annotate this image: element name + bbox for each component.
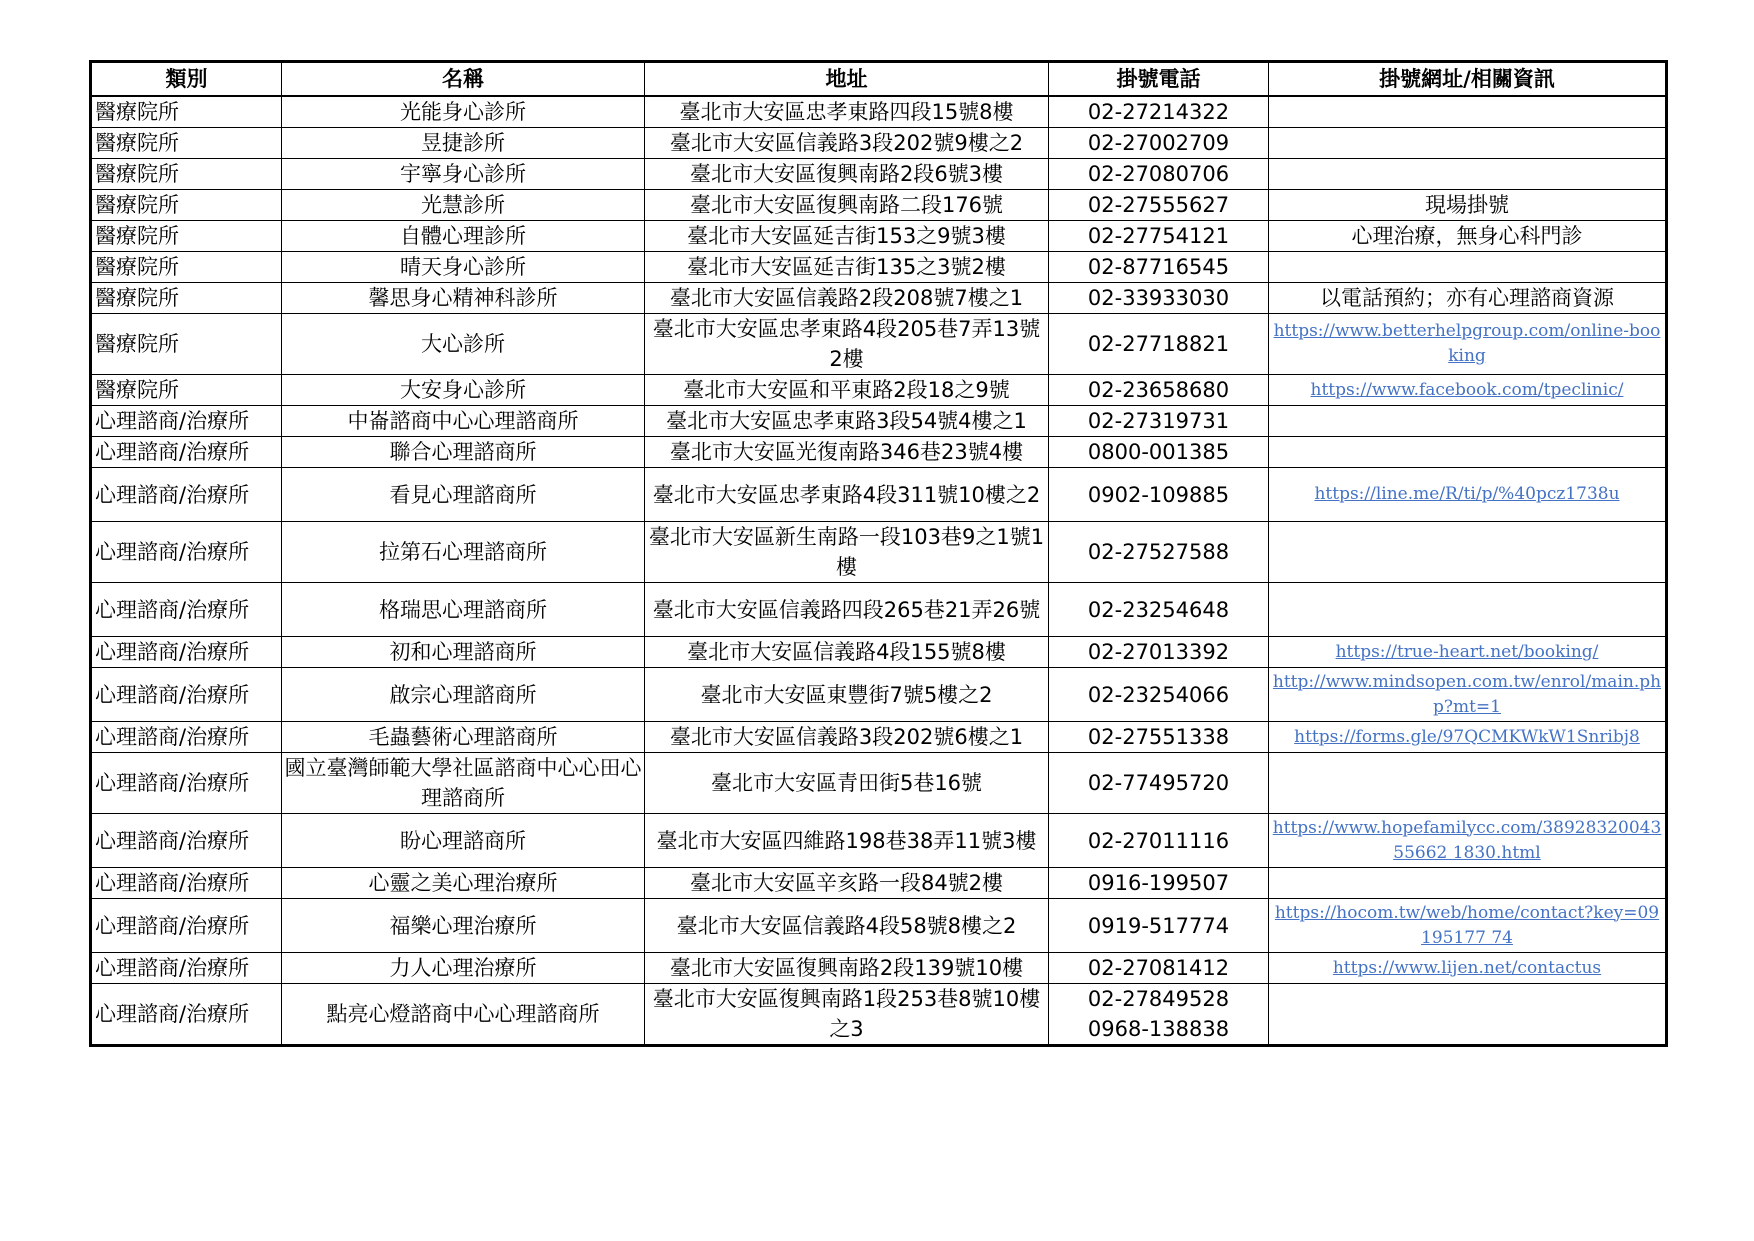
name-cell: 點亮心燈諮商中心心理諮商所 <box>282 984 645 1046</box>
phone-number: 02-87716545 <box>1087 255 1230 279</box>
phone-cell <box>1049 899 1269 953</box>
booking-note: 心理治療，無身心科門診 <box>1351 224 1583 248</box>
table-row <box>91 814 1667 868</box>
phone-cell <box>1049 190 1269 221</box>
category-cell: 醫療院所 <box>91 190 282 221</box>
phone-number: 02-27319731 <box>1087 409 1230 433</box>
booking-link[interactable]: https://www.lijen.net/contactus <box>1332 957 1602 978</box>
category-cell: 心理諮商/治療所 <box>91 899 282 953</box>
address-cell: 臺北市大安區延吉街135之3號2樓 <box>645 252 1049 283</box>
booking-info-cell <box>1269 314 1667 375</box>
table-row <box>91 899 1667 953</box>
name-cell: 光能身心診所 <box>282 96 645 128</box>
name-cell: 格瑞思心理諮商所 <box>282 583 645 637</box>
phone-number: 02-77495720 <box>1087 771 1230 795</box>
category-cell: 醫療院所 <box>91 128 282 159</box>
header-name: 名稱 <box>282 62 645 97</box>
booking-info-cell <box>1269 128 1667 159</box>
booking-info-cell <box>1269 221 1667 252</box>
phone-number: 02-27080706 <box>1087 162 1230 186</box>
booking-info-cell <box>1269 814 1667 868</box>
table-row <box>91 283 1667 314</box>
phone-cell <box>1049 375 1269 406</box>
phone-cell <box>1049 221 1269 252</box>
header-phone: 掛號電話 <box>1049 62 1269 97</box>
address-cell: 臺北市大安區四維路198巷38弄11號3樓 <box>645 814 1049 868</box>
phone-cell <box>1049 984 1269 1046</box>
table-row <box>91 468 1667 522</box>
booking-info-cell <box>1269 375 1667 406</box>
phone-cell <box>1049 868 1269 899</box>
name-cell: 自體心理診所 <box>282 221 645 252</box>
booking-link[interactable]: https://www.hopefamilycc.com/3892832004355662 1830.html <box>1272 817 1662 863</box>
booking-info-cell <box>1269 583 1667 637</box>
table-body <box>91 96 1667 1046</box>
category-cell: 心理諮商/治療所 <box>91 637 282 668</box>
table-row <box>91 668 1667 722</box>
phone-cell <box>1049 283 1269 314</box>
booking-info-cell <box>1269 406 1667 437</box>
category-cell: 醫療院所 <box>91 159 282 190</box>
phone-number: 02-27011116 <box>1087 828 1230 853</box>
phone-number: 02-27849528 <box>1087 987 1230 1011</box>
booking-link[interactable]: https://hocom.tw/web/home/contact?key=09195177 74 <box>1274 902 1660 948</box>
name-cell: 大安身心診所 <box>282 375 645 406</box>
phone-number: 0968-138838 <box>1087 1017 1230 1041</box>
name-cell: 毛蟲藝術心理諮商所 <box>282 722 645 753</box>
category-cell: 醫療院所 <box>91 283 282 314</box>
phone-number: 02-27081412 <box>1087 956 1230 980</box>
address-cell: 臺北市大安區復興南路2段6號3樓 <box>645 159 1049 190</box>
address-cell: 臺北市大安區忠孝東路4段205巷7弄13號2樓 <box>645 314 1049 375</box>
phone-number: 02-27555627 <box>1087 193 1230 217</box>
phone-cell <box>1049 668 1269 722</box>
category-cell: 心理諮商/治療所 <box>91 668 282 722</box>
booking-info-cell <box>1269 283 1667 314</box>
address-cell: 臺北市大安區和平東路2段18之9號 <box>645 375 1049 406</box>
category-cell: 心理諮商/治療所 <box>91 814 282 868</box>
address-cell: 臺北市大安區光復南路346巷23號4樓 <box>645 437 1049 468</box>
table-row <box>91 437 1667 468</box>
phone-number: 02-27718821 <box>1087 332 1230 356</box>
address-cell: 臺北市大安區忠孝東路4段311號10樓之2 <box>645 468 1049 522</box>
booking-info-cell <box>1269 668 1667 722</box>
name-cell: 看見心理諮商所 <box>282 468 645 522</box>
booking-info-cell <box>1269 953 1667 984</box>
address-cell: 臺北市大安區信義路3段202號6樓之1 <box>645 722 1049 753</box>
category-cell: 心理諮商/治療所 <box>91 522 282 583</box>
table-row <box>91 722 1667 753</box>
category-cell: 心理諮商/治療所 <box>91 868 282 899</box>
phone-cell <box>1049 814 1269 868</box>
clinic-directory-table <box>89 60 1668 1047</box>
phone-cell <box>1049 953 1269 984</box>
booking-link[interactable]: https://true-heart.net/booking/ <box>1335 641 1599 662</box>
address-cell: 臺北市大安區信義路4段155號8樓 <box>645 637 1049 668</box>
name-cell: 初和心理諮商所 <box>282 637 645 668</box>
table-row <box>91 637 1667 668</box>
booking-info-cell <box>1269 190 1667 221</box>
category-cell: 心理諮商/治療所 <box>91 753 282 814</box>
category-cell: 心理諮商/治療所 <box>91 953 282 984</box>
phone-cell <box>1049 159 1269 190</box>
name-cell: 光慧診所 <box>282 190 645 221</box>
address-cell: 臺北市大安區忠孝東路四段15號8樓 <box>645 96 1049 128</box>
name-cell: 聯合心理諮商所 <box>282 437 645 468</box>
category-cell: 心理諮商/治療所 <box>91 722 282 753</box>
phone-cell <box>1049 722 1269 753</box>
header-booking-info: 掛號網址/相關資訊 <box>1269 62 1667 97</box>
category-cell: 醫療院所 <box>91 375 282 406</box>
name-cell: 晴天身心診所 <box>282 252 645 283</box>
booking-info-cell <box>1269 159 1667 190</box>
phone-cell <box>1049 468 1269 522</box>
booking-info-cell <box>1269 637 1667 668</box>
booking-link[interactable]: http://www.mindsopen.com.tw/enrol/main.php?mt=1 <box>1272 671 1662 717</box>
table-row <box>91 375 1667 406</box>
table-row <box>91 984 1667 1046</box>
phone-cell <box>1049 583 1269 637</box>
booking-link[interactable]: https://www.facebook.com/tpeclinic/ <box>1310 379 1624 400</box>
phone-cell <box>1049 252 1269 283</box>
booking-info-cell <box>1269 753 1667 814</box>
phone-number: 0919-517774 <box>1087 913 1230 938</box>
category-cell: 心理諮商/治療所 <box>91 583 282 637</box>
table-row <box>91 868 1667 899</box>
name-cell: 大心診所 <box>282 314 645 375</box>
booking-info-cell <box>1269 252 1667 283</box>
address-cell: 臺北市大安區復興南路二段176號 <box>645 190 1049 221</box>
phone-number: 02-27013392 <box>1087 640 1230 664</box>
table-row <box>91 190 1667 221</box>
phone-cell <box>1049 314 1269 375</box>
table-row <box>91 159 1667 190</box>
booking-link[interactable]: https://forms.gle/97QCMKWkW1Snribj8 <box>1294 726 1640 747</box>
phone-number: 0902-109885 <box>1087 482 1230 507</box>
booking-note: 現場掛號 <box>1425 193 1509 217</box>
booking-note: 以電話預約；亦有心理諮商資源 <box>1320 286 1614 310</box>
address-cell: 臺北市大安區復興南路2段139號10樓 <box>645 953 1049 984</box>
category-cell: 心理諮商/治療所 <box>91 468 282 522</box>
phone-cell <box>1049 96 1269 128</box>
booking-info-cell <box>1269 984 1667 1046</box>
booking-info-cell <box>1269 868 1667 899</box>
phone-number: 02-23658680 <box>1087 378 1230 402</box>
booking-link[interactable]: https://line.me/R/ti/p/%40pcz1738u <box>1314 484 1620 504</box>
category-cell: 醫療院所 <box>91 221 282 252</box>
booking-info-cell <box>1269 437 1667 468</box>
table-header-row <box>91 62 1667 97</box>
category-cell: 醫療院所 <box>91 252 282 283</box>
booking-info-cell <box>1269 522 1667 583</box>
address-cell: 臺北市大安區新生南路一段103巷9之1號1樓 <box>645 522 1049 583</box>
name-cell: 拉第石心理諮商所 <box>282 522 645 583</box>
table-row <box>91 96 1667 128</box>
phone-cell <box>1049 406 1269 437</box>
category-cell: 醫療院所 <box>91 314 282 375</box>
name-cell: 福樂心理治療所 <box>282 899 645 953</box>
booking-info-cell <box>1269 722 1667 753</box>
category-cell: 醫療院所 <box>91 96 282 128</box>
header-category: 類別 <box>91 62 282 97</box>
booking-link[interactable]: https://www.betterhelpgroup.com/online-booking <box>1273 321 1661 366</box>
name-cell: 心靈之美心理治療所 <box>282 868 645 899</box>
phone-number: 02-27754121 <box>1087 224 1230 248</box>
address-cell: 臺北市大安區辛亥路一段84號2樓 <box>645 868 1049 899</box>
name-cell: 力人心理治療所 <box>282 953 645 984</box>
phone-number: 02-23254648 <box>1087 597 1230 622</box>
table-row <box>91 221 1667 252</box>
name-cell: 昱捷診所 <box>282 128 645 159</box>
address-cell: 臺北市大安區延吉街153之9號3樓 <box>645 221 1049 252</box>
phone-number: 02-27551338 <box>1087 725 1230 749</box>
phone-cell <box>1049 437 1269 468</box>
phone-cell <box>1049 522 1269 583</box>
address-cell: 臺北市大安區信義路四段265巷21弄26號 <box>645 583 1049 637</box>
address-cell: 臺北市大安區東豐街7號5樓之2 <box>645 668 1049 722</box>
header-address: 地址 <box>645 62 1049 97</box>
table-row <box>91 583 1667 637</box>
phone-number: 02-27002709 <box>1087 131 1230 155</box>
phone-cell <box>1049 753 1269 814</box>
category-cell: 心理諮商/治療所 <box>91 984 282 1046</box>
phone-number: 02-23254066 <box>1087 682 1230 707</box>
name-cell: 馨思身心精神科診所 <box>282 283 645 314</box>
table-row <box>91 252 1667 283</box>
address-cell: 臺北市大安區信義路3段202號9樓之2 <box>645 128 1049 159</box>
address-cell: 臺北市大安區復興南路1段253巷8號10樓之3 <box>645 984 1049 1046</box>
table-row <box>91 953 1667 984</box>
address-cell: 臺北市大安區信義路4段58號8樓之2 <box>645 899 1049 953</box>
address-cell: 臺北市大安區信義路2段208號7樓之1 <box>645 283 1049 314</box>
name-cell: 國立臺灣師範大學社區諮商中心心田心理諮商所 <box>282 753 645 814</box>
name-cell: 啟宗心理諮商所 <box>282 668 645 722</box>
category-cell: 心理諮商/治療所 <box>91 406 282 437</box>
address-cell: 臺北市大安區忠孝東路3段54號4樓之1 <box>645 406 1049 437</box>
phone-number: 02-27527588 <box>1087 540 1230 564</box>
name-cell: 盼心理諮商所 <box>282 814 645 868</box>
table-row <box>91 753 1667 814</box>
table-row <box>91 522 1667 583</box>
name-cell: 中崙諮商中心心理諮商所 <box>282 406 645 437</box>
table-row <box>91 128 1667 159</box>
name-cell: 宇寧身心診所 <box>282 159 645 190</box>
phone-cell <box>1049 128 1269 159</box>
booking-info-cell <box>1269 899 1667 953</box>
phone-number: 0916-199507 <box>1087 871 1230 895</box>
booking-info-cell <box>1269 96 1667 128</box>
phone-number: 02-27214322 <box>1087 100 1230 124</box>
table-row <box>91 406 1667 437</box>
phone-cell <box>1049 637 1269 668</box>
booking-info-cell <box>1269 468 1667 522</box>
table-row <box>91 314 1667 375</box>
phone-number: 02-33933030 <box>1087 286 1230 310</box>
phone-number: 0800-001385 <box>1087 440 1230 464</box>
address-cell: 臺北市大安區青田街5巷16號 <box>645 753 1049 814</box>
category-cell: 心理諮商/治療所 <box>91 437 282 468</box>
